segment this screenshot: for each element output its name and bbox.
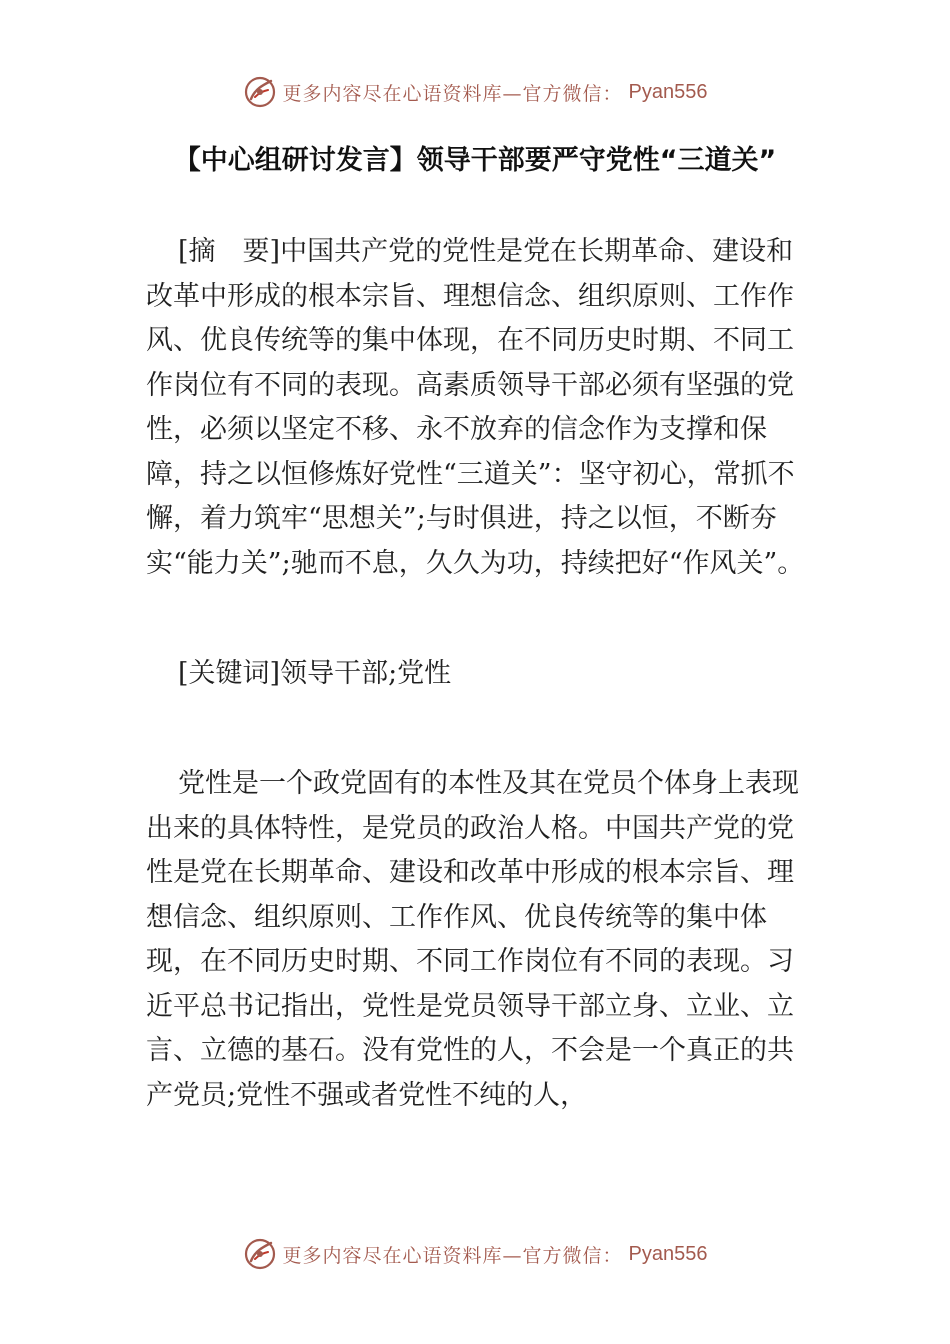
body-paragraph: 党性是一个政党固有的本性及其在党员个体身上表现出来的具体特性，是党员的政治人格。中国共产党的党性是党在长期革命、建设和改革中形成的根本宗旨、理想信念、组织原则、工作作风、优良传统等的集中体现，在不同历史时期、不同工作岗位有不同的表现。习近平总书记指出，党性是党员领导干部立身、立业、立言、立德的基石。没有党性的人，不会是一个真正的共产党员;党性不强或者党性不纯的人， — [146, 768, 799, 1111]
watermark-text: 更多内容尽在心语资料库—官方微信： — [282, 1244, 623, 1267]
library-logo-icon — [243, 75, 277, 109]
abstract-paragraph: [摘 要]中国共产党的党性是党在长期革命、建设和改革中形成的根本宗旨、理想信念、组织原则、工作作风、优良传统等的集中体现，在不同历史时期、不同工作岗位有不同的表现。高素质领导干部必须有坚强的党性，必须以坚定不移、永不放弃的信念作为支撑和保障，持之以恒修炼好党性“三道关”：坚守初心，常抓不懈，着力筑牢“思想关”;与时俱进，持之以恒，不断夯实“能力关”;驰而不息，久久为功，持续把好“作风关”。 — [146, 236, 805, 579]
library-logo-icon — [243, 1237, 277, 1271]
watermark-text: 更多内容尽在心语资料库—官方微信： — [282, 82, 623, 105]
watermark-wechat-id: Pyan556 — [628, 1242, 708, 1265]
document-title: 【中心组研讨发言】领导干部要严守党性“三道关” — [173, 145, 777, 176]
keywords-paragraph: [关键词]领导干部;党性 — [178, 658, 452, 689]
footer-watermark — [0, 1234, 950, 1274]
header-watermark — [0, 72, 950, 112]
watermark-wechat-id: Pyan556 — [628, 80, 708, 103]
